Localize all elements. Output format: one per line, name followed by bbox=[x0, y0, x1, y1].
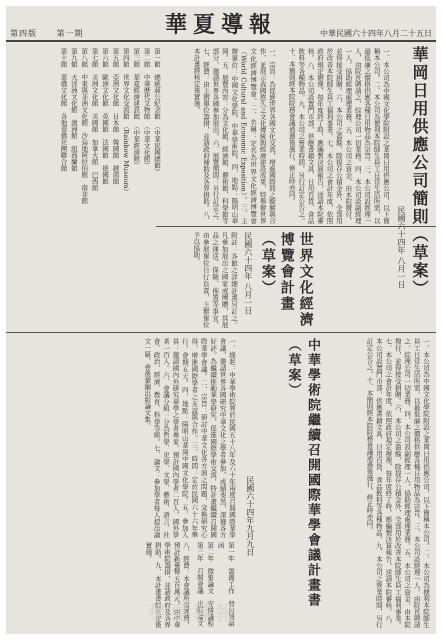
list-item: 第四館 世界文化交流館 （Rainbow Museum） bbox=[121, 48, 130, 196]
article3-date: 民國六十四年九月九日 bbox=[245, 476, 255, 556]
article2-notes: 附註：各館之詳細計畫另訂之。凡參加展出之國家或團體，其展品之運送、保險、佈置等事宜，由參展單位自行負責，主辦單位予以協助。 bbox=[192, 232, 238, 328]
list-item: 第三年 召開會議 出版論文 bbox=[196, 542, 204, 627]
list-item: 第七館 美洲文化館 美國館 加拿大館 巴西館 bbox=[90, 48, 99, 191]
newspaper-title: 華夏導報 bbox=[164, 12, 277, 38]
list-item: 第八館 中東與非洲文化館 沙烏地阿拉伯館 南非館 bbox=[80, 48, 89, 204]
newspaper-page bbox=[6, 6, 436, 634]
list-item: 第九館 大洋洲文化館 澳洲館 紐西蘭館 bbox=[69, 48, 78, 172]
list-item: 第一年 籌備工作 發出邀請函 bbox=[216, 542, 235, 627]
list-item: 第二年 徵集論文 安排議程 bbox=[206, 542, 215, 627]
article3-body: 一、緣起：中華學術院曾於民國五十八年及六十年兩度召開國際華學會議，邀請世界各國研究中華文化之學者參加，成績斐然，深獲各方好評。為繼續推動華學研究，促進國際學術交流，特計畫繼續召開國際華學會議。二、宗旨：研討中華文化各方面之問題，交換研究心得，增進國際學者之友誼與合作。三、時間：定於民國六十六年舉行，會期五天。四、地點：陽明山華岡中國文化學院。五、參加人員：邀請國內外研究華學之學者專家，預計國內學者二百人，國外學者一百人。六、會議分組：分為哲學、史學、文學、藝術、語言、社會、政治、經濟、教育、科學等組。七、論文：參加學者每人提出論文一篇，會後彙編出版論文集。 bbox=[143, 338, 236, 538]
watermark: 華夏導報 bbox=[146, 601, 238, 625]
list-item: 第六館 歐洲文化館 英國館 法國館 德國館 bbox=[101, 48, 110, 185]
list-item: 第三館 華夏經濟建設館 （中華經濟館） bbox=[132, 48, 141, 169]
list-item: 第十館 華僑文化館 各地華僑社團聯合館 bbox=[59, 48, 68, 172]
article2-body: 一、宗旨：為促進世界各國文化交流，增進國際間之瞭解與合作，並展示我國悠久之文化傳統與經濟建設成果，特舉辦世界文化經濟博覽會。二、名稱：定名為世界文化經濟博覽會（World Cultural and Economic Exposition）。三、主辦單位：中國文化學院、中華學術院。四、地點：陽明山華岡。五、展覽內容：分為文化館、經濟館、藝術館、科學館等部分，邀請世界各國參加展出。六、展覽期間：另行訂定之。七、經費：由主辦單位籌措，並請政府補助及各界捐助。八、本計畫經核定後實施。 bbox=[192, 48, 276, 224]
masthead bbox=[6, 6, 436, 42]
article2-title: 世界文化經濟博覽會計畫（草案） bbox=[259, 232, 314, 328]
article3-budget: 八、經費：本會議所需經費，預計新臺幣五百萬元，由中華學術院籌措，並請政府及各界捐助。九、本計畫書經核定後實施。 bbox=[144, 542, 190, 628]
divider-upper bbox=[6, 332, 436, 333]
article2-pavilion-list bbox=[14, 48, 162, 328]
article1-title: 華岡日用供應公司簡則（草案） bbox=[410, 46, 429, 298]
article1-continued: 一、本公司為中國文化學院附設之華岡日用供應公司，以下簡稱本公司。二、本公司為便利本院師生員工日常生活所需，以最低廉之價格供應各種日用物品為宗旨。三、本公司設經理一人，由院長聘請之，綜理公司一切業務。四、本公司設副經理一人，協助經理處理業務。五、本公司之資金，由本院撥付，並得接受捐贈。六、本公司之盈餘，除提存公積金外，全部用於改善本院師生員工福利事業。七、本公司之會計年度，依照政府規定辦理，每年度終了時，應編製決算報告，送請本院審核。八、本公司設置門市部，供應書籍文具、日用百貨、食品飲料等各種物品。九、本公司之營業時間，另行訂定公告之。十、本簡則經本院院務會議通過後施行，修正時亦同。 bbox=[365, 338, 430, 628]
page-number: 第四版 bbox=[10, 29, 37, 38]
divider-middle bbox=[156, 226, 436, 227]
article3-title: 中華學術院繼續召開國際華學會議計畫書（草案） bbox=[285, 338, 320, 608]
publication-date: 中華民國六十四年八月二十五日 bbox=[320, 29, 432, 38]
article2-date: 民國六十四年 八月一日 bbox=[243, 232, 253, 315]
issue-number: 第一期 bbox=[56, 29, 84, 38]
list-item: 第一館 總統蔣公紀念館 （中華民國總館） bbox=[153, 48, 161, 175]
list-item: 第五館 亞洲文化館 日本館 韓國館 越南館 bbox=[111, 48, 120, 185]
list-item: 第二館 中華歷代文物館 （中華文化館） bbox=[142, 48, 151, 169]
article1-body: 一、本公司為中國文化學院附設之華岡日用供應公司，以下簡稱本公司。二、本公司為便利本院師生員工日常生活所需，以最低廉之價格供應各種日用物品為宗旨。三、本公司設經理一人，由院長聘請之，綜理公司一切業務。四、本公司設副經理一人，協助經理處理業務。五、本公司之資金，由本院撥付，並得接受捐贈。六、本公司之盈餘，除提存公積金外，全部用於改善本院師生員工福利事業。七、本公司之會計年度，依照政府規定辦理，每年度終了時，應編製決算報告，送請本院審核。八、本公司設置門市部，供應書籍文具、日用百貨、食品飲料等各種物品。九、本公司之營業時間，另行訂定公告之。十、本簡則經本院院務會議通過後施行，修正時亦同。 bbox=[287, 48, 390, 224]
article1-date: 民國六十四年 八月一日 bbox=[397, 206, 406, 289]
